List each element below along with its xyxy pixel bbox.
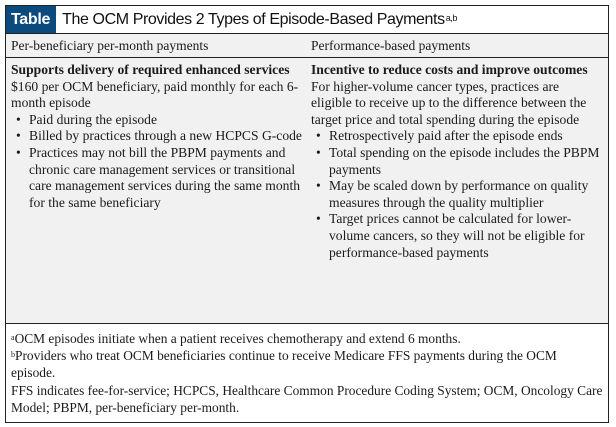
table-title-text: The OCM Provides 2 Types of Episode-Based Payments	[62, 10, 445, 28]
footnote-a: $^a$OCM episodes initiate when a patient receives chemotherapy and extend 6 months.	[11, 331, 461, 346]
footnote-marker: a	[11, 333, 15, 342]
bullet-icon: •	[16, 111, 21, 127]
table-footnotes	[6, 324, 608, 422]
table-badge: Table	[6, 6, 56, 33]
performance-bullet-list	[311, 128, 600, 261]
column-header-pbpm: Per-beneficiary per-month payments	[11, 37, 209, 53]
performance-description: For higher-volume cancer types, practices are eligible to receive up to the difference between the target price and total spending during the episode	[311, 78, 587, 127]
footnote-marker: b	[11, 350, 15, 360]
table-title	[56, 6, 457, 33]
list-item: • Paid during the episode	[16, 111, 157, 127]
list-item: • Target prices cannot be calculated for lower-volume cancers, so they will not be eligible for performance-based payments	[316, 211, 585, 260]
list-item: • Practices may not bill the PBPM payments and chronic care management services or transitional care management services during the same month for the same beneficiary	[16, 144, 301, 210]
performance-heading: Incentive to reduce costs and improve outcomes	[311, 62, 588, 77]
list-item: • Retrospectively paid after the episode ends	[316, 128, 563, 144]
pbpm-heading: Supports delivery of required enhanced services	[11, 62, 290, 77]
pbpm-cell	[6, 62, 311, 323]
list-item: • Billed by practices through a new HCPCS G-code	[16, 128, 302, 144]
footnote-b: $^b$Providers who treat OCM beneficiaries continue to receive Medicare FFS payments during the OCM episode.	[11, 348, 557, 381]
pbpm-description: $160 per OCM beneficiary, paid monthly for each 6-month episode	[11, 78, 299, 111]
bullet-icon: •	[316, 128, 321, 144]
column-header-performance: Performance-based payments	[311, 37, 471, 53]
bullet-icon: •	[16, 144, 21, 160]
abbreviations-note: FFS indicates fee-for-service; HCPCS, Healthcare Common Procedure Coding System; OCM, Oncology Care Model; PBPM, per-beneficiary per-month.	[11, 382, 603, 415]
title-footnote-markers: a,b	[445, 12, 457, 23]
bullet-icon: •	[316, 144, 321, 160]
payments-table	[5, 5, 609, 423]
table-body-row	[6, 58, 608, 324]
table-title-bar	[6, 6, 608, 34]
performance-cell	[311, 62, 608, 323]
list-item: • May be scaled down by performance on quality measures through the quality multiplier	[316, 178, 589, 210]
bullet-icon: •	[316, 211, 321, 227]
column-header-row	[6, 34, 608, 58]
bullet-icon: •	[16, 128, 21, 144]
list-item: • Total spending on the episode includes the PBPM payments	[316, 144, 600, 177]
bullet-icon: •	[316, 178, 321, 194]
pbpm-bullet-list	[11, 112, 303, 212]
